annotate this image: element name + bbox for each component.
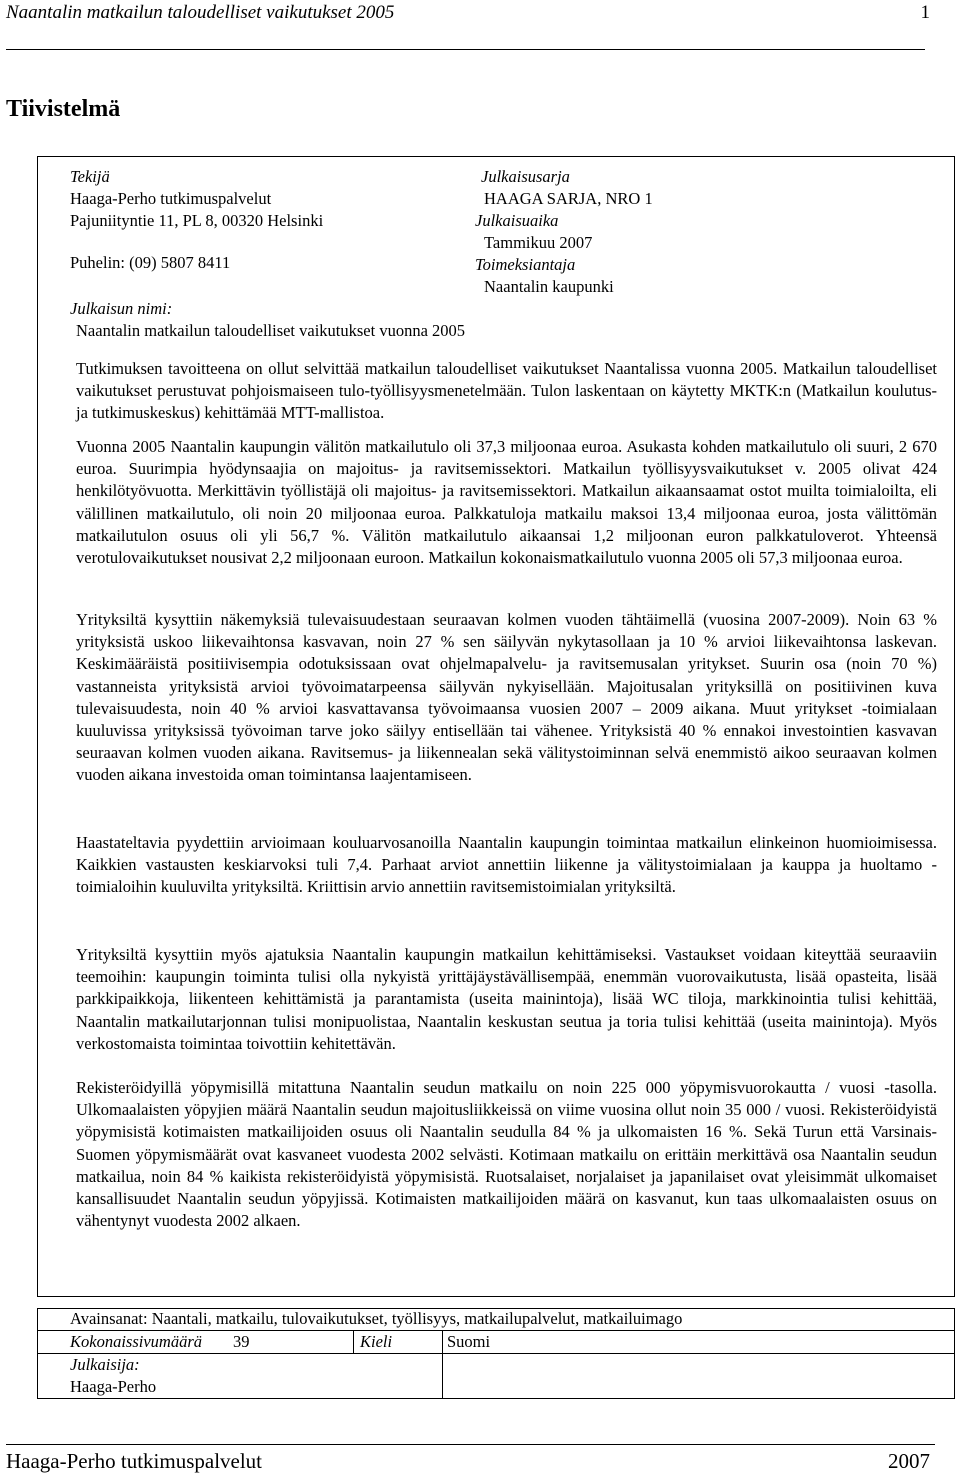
pubname: Naantalin matkailun taloudelliset vaikutukset vuonna 2005: [76, 321, 466, 340]
paragraph: Tutkimuksen tavoitteena on ollut selvittää matkailun taloudelliset vaikutukset Naantalissa vuonna 2005. Matkailun taloudelliset vaikutukset perustuvat pohjoismaiseen tulo-työllisyysmenetelmään. Tulon laskentaan on käytetty MKTK:n (Matkailun koulutus- ja tutkimuskeskus) kehittämää MTT-mallistoa.: [76, 359, 937, 423]
keywords: Avainsanat: Naantali, matkailu, tulovaikutukset, työllisyys, matkailupalvelut, matkailuimago: [70, 1309, 683, 1328]
date-label: Julkaisuaika: [475, 211, 559, 230]
date: Tammikuu 2007: [484, 233, 593, 252]
editor-label: Toimeksiantaja: [475, 255, 576, 274]
paragraph: Haastateltavia pyydettiin arvioimaan kouluarvosanoilla Naantalin kaupungin toimintaa matkailun elinkeinon huomioimisessa. Kaikkien vastausten keskiarvoksi tuli 7,4. Parhaat arviot annettiin liikenne ja välitystoimialaan ja kauppa ja huoltamo -toimialoihin kuuluvilta yrityksiltä. Kriittisin arvio annettiin ravitsemistoimialan yrityksiltä.: [76, 833, 937, 897]
section-title: Tiivistelmä: [6, 96, 121, 122]
pubname-label: Julkaisun nimi:: [70, 299, 173, 318]
footer-rule: [6, 1444, 935, 1445]
table-divider: [442, 1330, 443, 1399]
footer-publisher: Haaga-Perho tutkimuspalvelut: [6, 1449, 263, 1473]
page-number: 1: [920, 2, 930, 23]
author-label: Tekijä: [70, 167, 110, 186]
pages-label: Kokonaissivumäärä: [70, 1332, 202, 1351]
phone: Puhelin: (09) 5807 8411: [70, 253, 231, 272]
series-label: Julkaisusarja: [481, 167, 570, 186]
header-title: Naantalin matkailun taloudelliset vaikutukset 2005: [6, 2, 395, 23]
language-value: Suomi: [447, 1332, 491, 1351]
table-divider: [353, 1330, 354, 1353]
pages-value: 39: [233, 1332, 250, 1351]
language-label: Kieli: [360, 1332, 393, 1351]
publisher: Haaga-Perho: [70, 1377, 157, 1396]
paragraph: Vuonna 2005 Naantalin kaupungin välitön matkailutulo oli 37,3 miljoonaa euroa. Asukasta kohden matkailutulo oli suuri, 2 670 euroa. Suurimpia hyödynsaajia on majoitus- ja ravitsemissektori. Matkailun työllisyysvaikutukset v. 2005 olivat 424 henkilötyövuotta. Merkittävin työllistäjä oli majoitus- ja ravitsemissektori. Matkailun aikaansaamat ostot muilta toimialoilta, eli välillinen matkailutulo, oli noin 20 miljoonaa euroa. Palkkatuloja matkailu maksoi 13,4 miljoonaa euroa, josta välittömän matkailutulon osuus oli yli 56,7 %. Välitön matkailutulo aikaansai 1,2 miljoonan euron palkkatuloverot. Yhteensä verotulovaikutukset nousivat 2,2 miljoonaan euroon. Matkailun kokonaismatkailutulo vuonna 2005 oli 57,3 miljoonaa euroa.: [76, 437, 937, 568]
header-rule: [6, 49, 925, 50]
publisher-label: Julkaisija:: [70, 1355, 140, 1374]
address: Pajuniityntie 11, PL 8, 00320 Helsinki: [70, 211, 324, 230]
author: Haaga-Perho tutkimuspalvelut: [70, 189, 272, 208]
editor: Naantalin kaupunki: [484, 277, 614, 296]
paragraph: Yrityksiltä kysyttiin näkemyksiä tulevaisuudestaan seuraavan kolmen vuoden tähtäimellä (vuosina 2007-2009). Noin 63 % yrityksistä uskoo liikevaihtonsa kasvavan, noin 27 % sen säilyvän nykytasollaan ja 10 % arvioi liikevaihtonsa laskevan. Keskimääräistä positiivisempia odotuksissaan ovat ohjelmapalvelu- ja ravitsemusalan yritykset. Suurin osa (noin 70 %) vastanneista yrityksistä arvioi työvoimatarpeensa säilyvän nykyisellään. Majoitusalan yrityksillä on positiivinen kuva tulevaisuudesta, noin 40 % arvioi kasvattavansa työvoimaansa vuosien 2007 – 2009 aikana. Muut yritykset -toimialaan kuuluvissa yrityksissä työvoiman tarve joko säilyy entisellään tai vähenee. Yrityksistä 40 % ennakoi investointien kasvavan seuraavan kolmen vuoden aikana. Ravitsemus- ja liikennealan sekä välitystoiminnan selvä enemmistö aikoo seuraavan kolmen vuoden aikana investoida oman toimintansa laajentamiseen.: [76, 610, 937, 785]
footer-year: 2007: [888, 1449, 930, 1473]
paragraph: Yrityksiltä kysyttiin myös ajatuksia Naantalin kaupungin matkailun kehittämiseksi. Vastaukset voidaan kiteyttää seuraaviin teemoihin: kaupungin toiminta tulisi olla nykyistä yrittäjäystävällisempää, enemmän vuorovaikutusta, lisää opasteita, lisää parkkipaikkoja, liikenteen kehittämistä ja parantamista (useita mainintoja), lisää WC tiloja, markkinointia tulisi kehittää, Naantalin matkailutarjonnan tulisi monipuolistaa, Naantalin keskustan seutua ja toria tulisi kehittää (useita mainintoja). Myös verkostomaista toimintaa toivottiin kehitettävän.: [76, 945, 937, 1053]
series: HAAGA SARJA, NRO 1: [484, 189, 653, 208]
paragraph: Rekisteröidyillä yöpymisillä mitattuna Naantalin seudun matkailu on noin 225 000 yöpymisvuorokautta / vuosi -tasolla. Ulkomaalaisten yöpyjien määrä Naantalin seudun majoitusliikkeissä on viime vuosina ollut noin 35 000 / vuosi. Rekisteröidyistä yöpymisistä kotimaisten matkailijoiden osuus oli Naantalin seudulla 84 % ja ulkomaisten 16 %. Sekä Turun että Varsinais-Suomen yöpymismäärät ovat kasvaneet vuodesta 2002 selvästi. Kotimaan matkailu on erittäin merkittävä osa Naantalin seudun matkailua, noin 84 % kaikista rekisteröidyistä yöpymisistä. Ruotsalaiset, norjalaiset ja japanilaiset ovat yleisimmät ulkomaiset kansallisuudet Naantalin seudun yöpyjissä. Kotimaisten matkailijoiden määrä on kasvanut, kun taas ulkomaalaisten osuus on vähentynyt vuodesta 2002 alkaen.: [76, 1078, 937, 1231]
